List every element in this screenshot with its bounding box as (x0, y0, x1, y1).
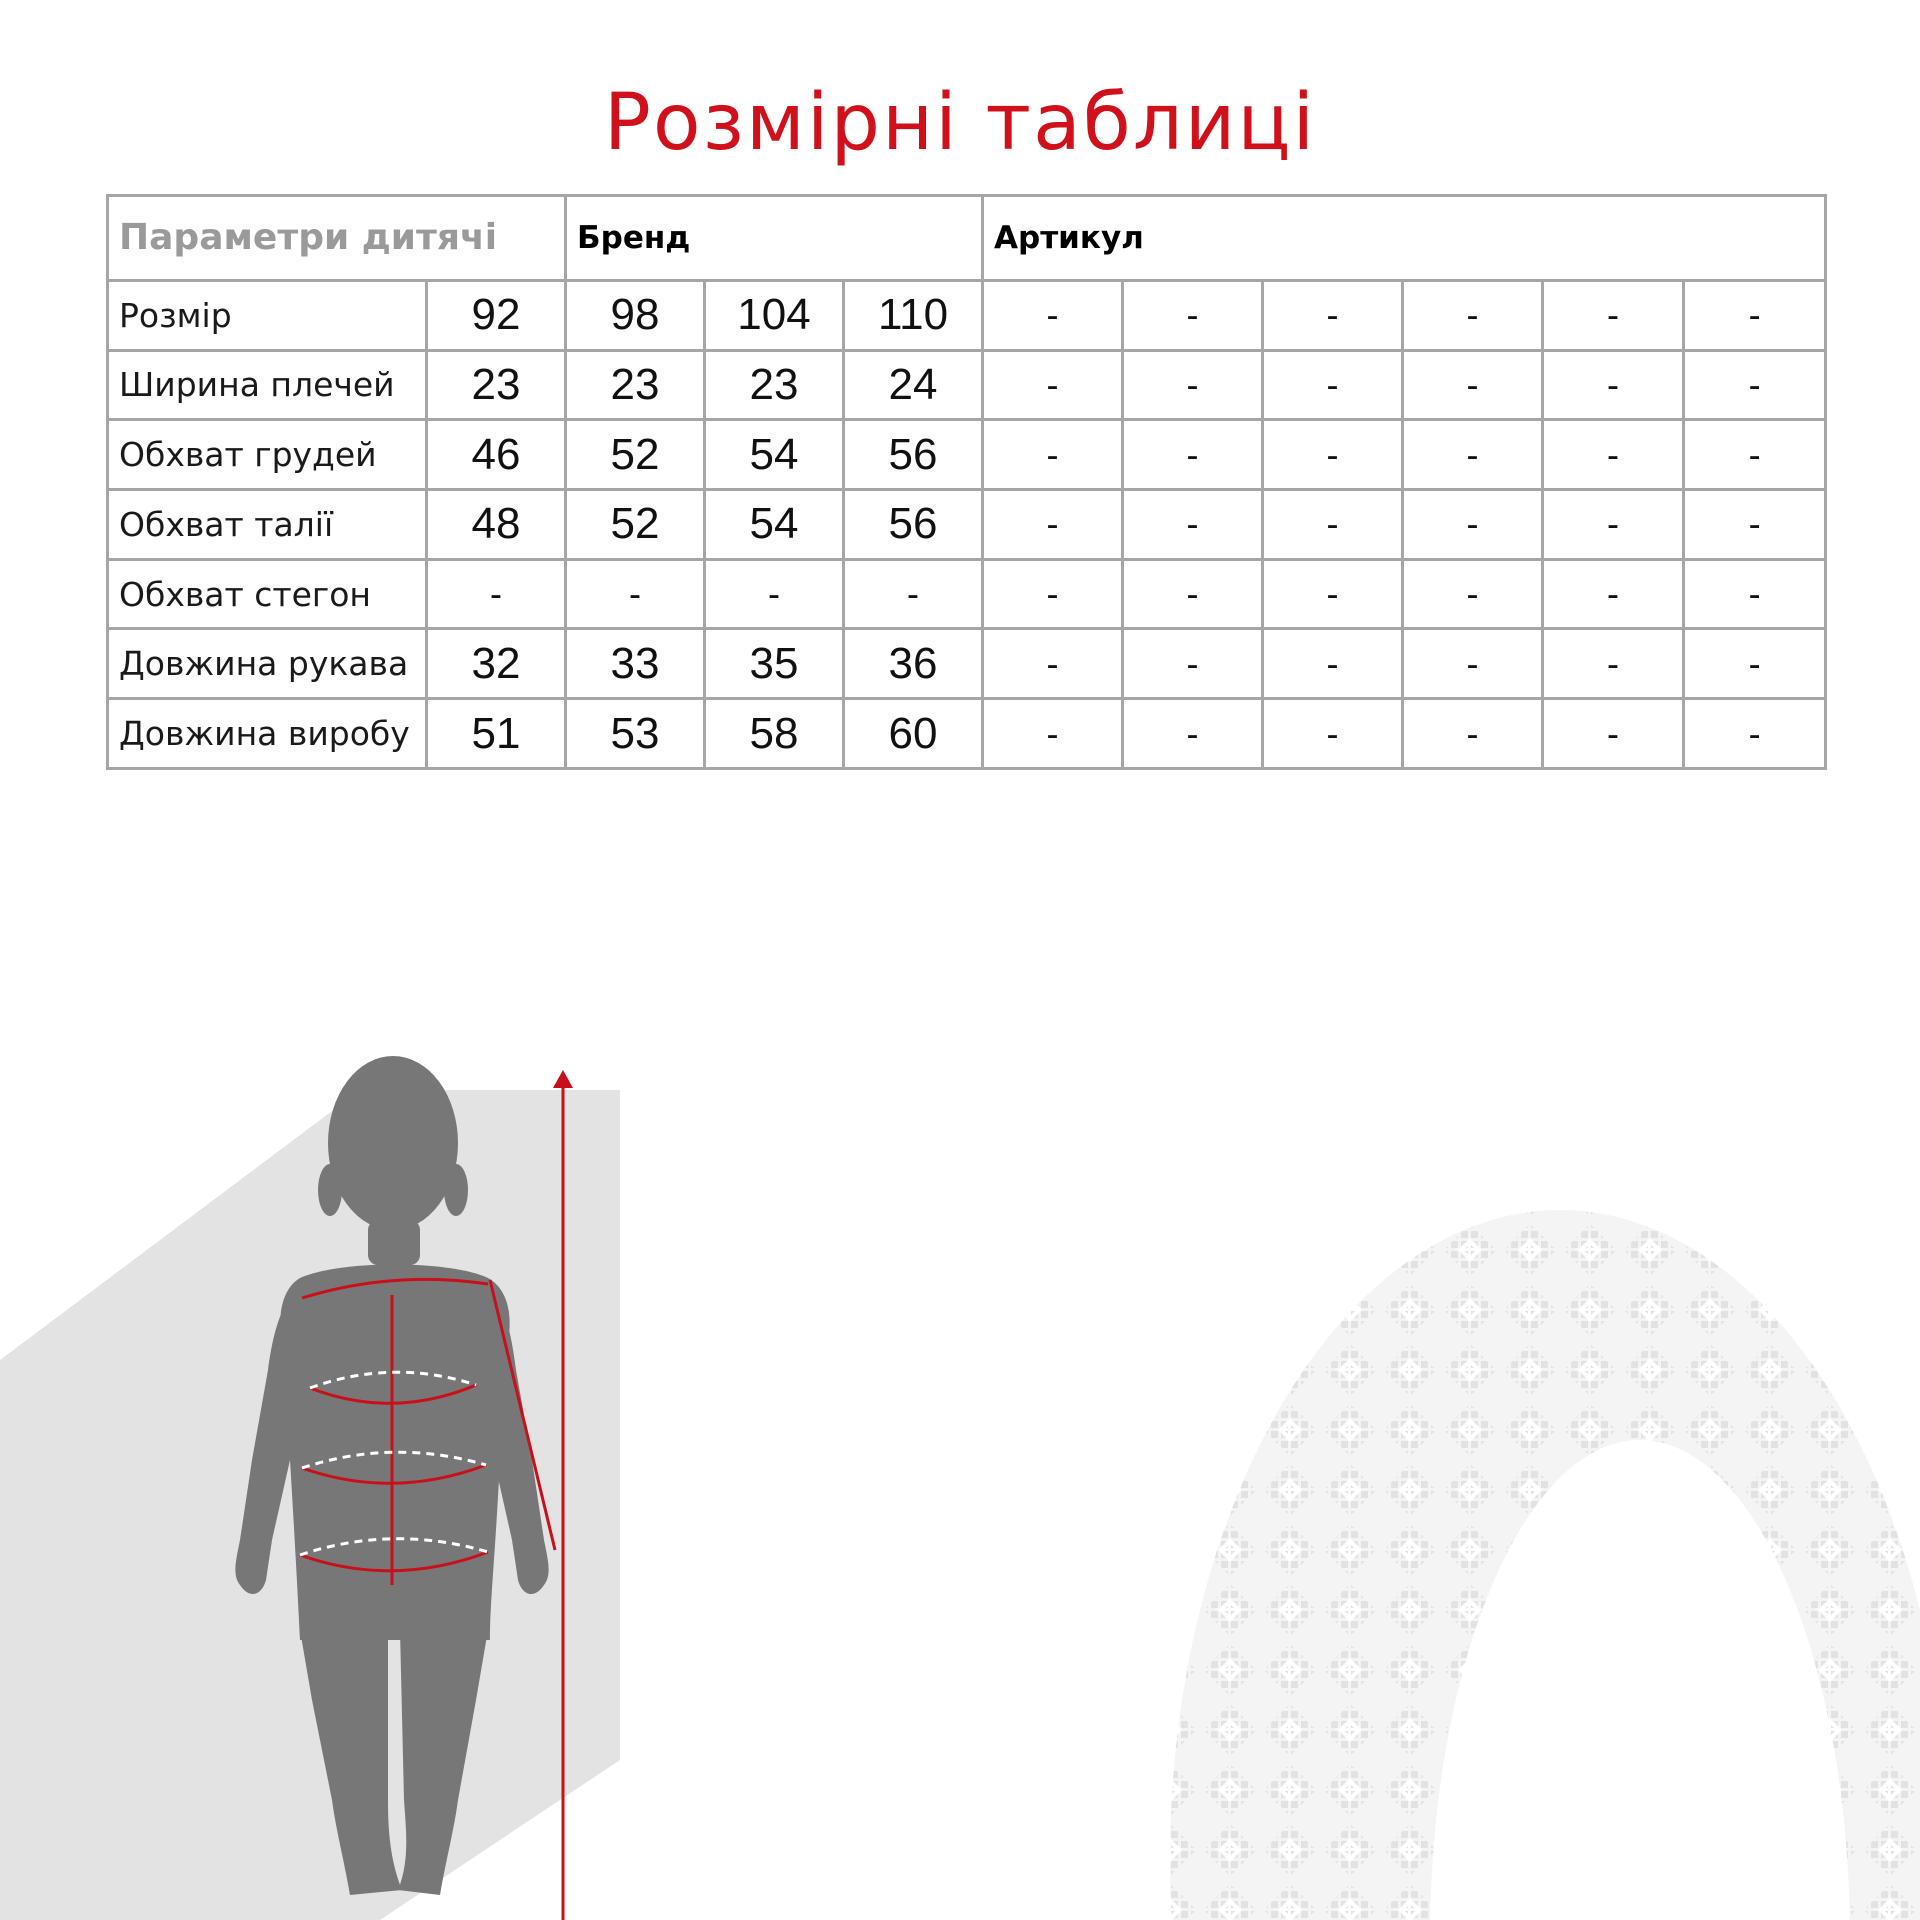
article-value-cell: - (1543, 559, 1684, 629)
article-value-cell: - (1263, 490, 1403, 560)
size-value-cell: 52 (566, 420, 705, 490)
article-value-cell: - (1684, 490, 1826, 560)
size-value-cell: 53 (566, 699, 705, 769)
size-value-cell: 60 (844, 699, 983, 769)
article-value-cell: - (1403, 629, 1543, 699)
size-value-cell: 24 (844, 350, 983, 420)
article-value-cell: - (1123, 420, 1263, 490)
article-value-cell: - (1263, 559, 1403, 629)
size-value-cell: - (705, 559, 844, 629)
measurement-illustration (0, 1040, 1920, 1920)
article-value-cell: - (983, 350, 1123, 420)
article-value-cell: - (1684, 420, 1826, 490)
row-label: Довжина рукава (108, 629, 427, 699)
size-value-cell: 92 (427, 280, 566, 350)
article-value-cell: - (1263, 699, 1403, 769)
article-value-cell: - (1123, 490, 1263, 560)
article-value-cell: - (1263, 629, 1403, 699)
header-params: Параметри дитячі (108, 196, 566, 281)
article-value-cell: - (1684, 559, 1826, 629)
article-value-cell: - (1263, 350, 1403, 420)
article-value-cell: - (1123, 350, 1263, 420)
size-value-cell: 52 (566, 490, 705, 560)
size-value-cell: 56 (844, 420, 983, 490)
article-value-cell: - (1403, 280, 1543, 350)
size-table (106, 194, 1827, 770)
article-value-cell: - (1263, 420, 1403, 490)
table-body (108, 280, 1826, 768)
article-value-cell: - (983, 420, 1123, 490)
article-value-cell: - (1403, 350, 1543, 420)
size-value-cell: 23 (705, 350, 844, 420)
size-value-cell: 54 (705, 420, 844, 490)
article-value-cell: - (1123, 699, 1263, 769)
page-title: Розмірні таблиці (603, 78, 1317, 168)
size-value-cell: 110 (844, 280, 983, 350)
height-arrow-icon (553, 1070, 573, 1088)
article-value-cell: - (1543, 420, 1684, 490)
article-value-cell: - (1123, 559, 1263, 629)
article-value-cell: - (1543, 699, 1684, 769)
table-row (108, 350, 1826, 420)
article-value-cell: - (1123, 629, 1263, 699)
table-header-row (108, 196, 1826, 281)
size-value-cell: - (844, 559, 983, 629)
article-value-cell: - (983, 629, 1123, 699)
size-value-cell: 32 (427, 629, 566, 699)
table-row (108, 280, 1826, 350)
table-row (108, 420, 1826, 490)
article-value-cell: - (1263, 280, 1403, 350)
article-value-cell: - (1123, 280, 1263, 350)
table-row (108, 490, 1826, 560)
article-value-cell: - (1684, 629, 1826, 699)
ornament-pattern-icon (1150, 1160, 1920, 1920)
row-label: Розмір (108, 280, 427, 350)
size-value-cell: 56 (844, 490, 983, 560)
row-label: Обхват стегон (108, 559, 427, 629)
row-label: Обхват грудей (108, 420, 427, 490)
article-value-cell: - (1403, 559, 1543, 629)
row-label: Довжина виробу (108, 699, 427, 769)
size-value-cell: 23 (566, 350, 705, 420)
size-value-cell: 48 (427, 490, 566, 560)
article-value-cell: - (983, 280, 1123, 350)
size-value-cell: 98 (566, 280, 705, 350)
header-article: Артикул (983, 196, 1826, 281)
article-value-cell: - (1543, 490, 1684, 560)
article-value-cell: - (983, 699, 1123, 769)
article-value-cell: - (1543, 350, 1684, 420)
table-row (108, 629, 1826, 699)
table-row (108, 559, 1826, 629)
article-value-cell: - (1684, 280, 1826, 350)
size-value-cell: 35 (705, 629, 844, 699)
size-value-cell: 23 (427, 350, 566, 420)
size-value-cell: 33 (566, 629, 705, 699)
article-value-cell: - (1543, 629, 1684, 699)
size-value-cell: 104 (705, 280, 844, 350)
article-value-cell: - (983, 559, 1123, 629)
article-value-cell: - (1403, 420, 1543, 490)
size-value-cell: 54 (705, 490, 844, 560)
size-value-cell: - (566, 559, 705, 629)
size-value-cell: 58 (705, 699, 844, 769)
article-value-cell: - (1543, 280, 1684, 350)
article-value-cell: - (1403, 490, 1543, 560)
header-brand: Бренд (566, 196, 983, 281)
article-value-cell: - (1403, 699, 1543, 769)
size-table-container (106, 194, 1824, 770)
row-label: Обхват талії (108, 490, 427, 560)
article-value-cell: - (983, 490, 1123, 560)
article-value-cell: - (1684, 699, 1826, 769)
size-value-cell: 46 (427, 420, 566, 490)
table-row (108, 699, 1826, 769)
size-value-cell: - (427, 559, 566, 629)
row-label: Ширина плечей (108, 350, 427, 420)
size-value-cell: 51 (427, 699, 566, 769)
size-value-cell: 36 (844, 629, 983, 699)
article-value-cell: - (1684, 350, 1826, 420)
